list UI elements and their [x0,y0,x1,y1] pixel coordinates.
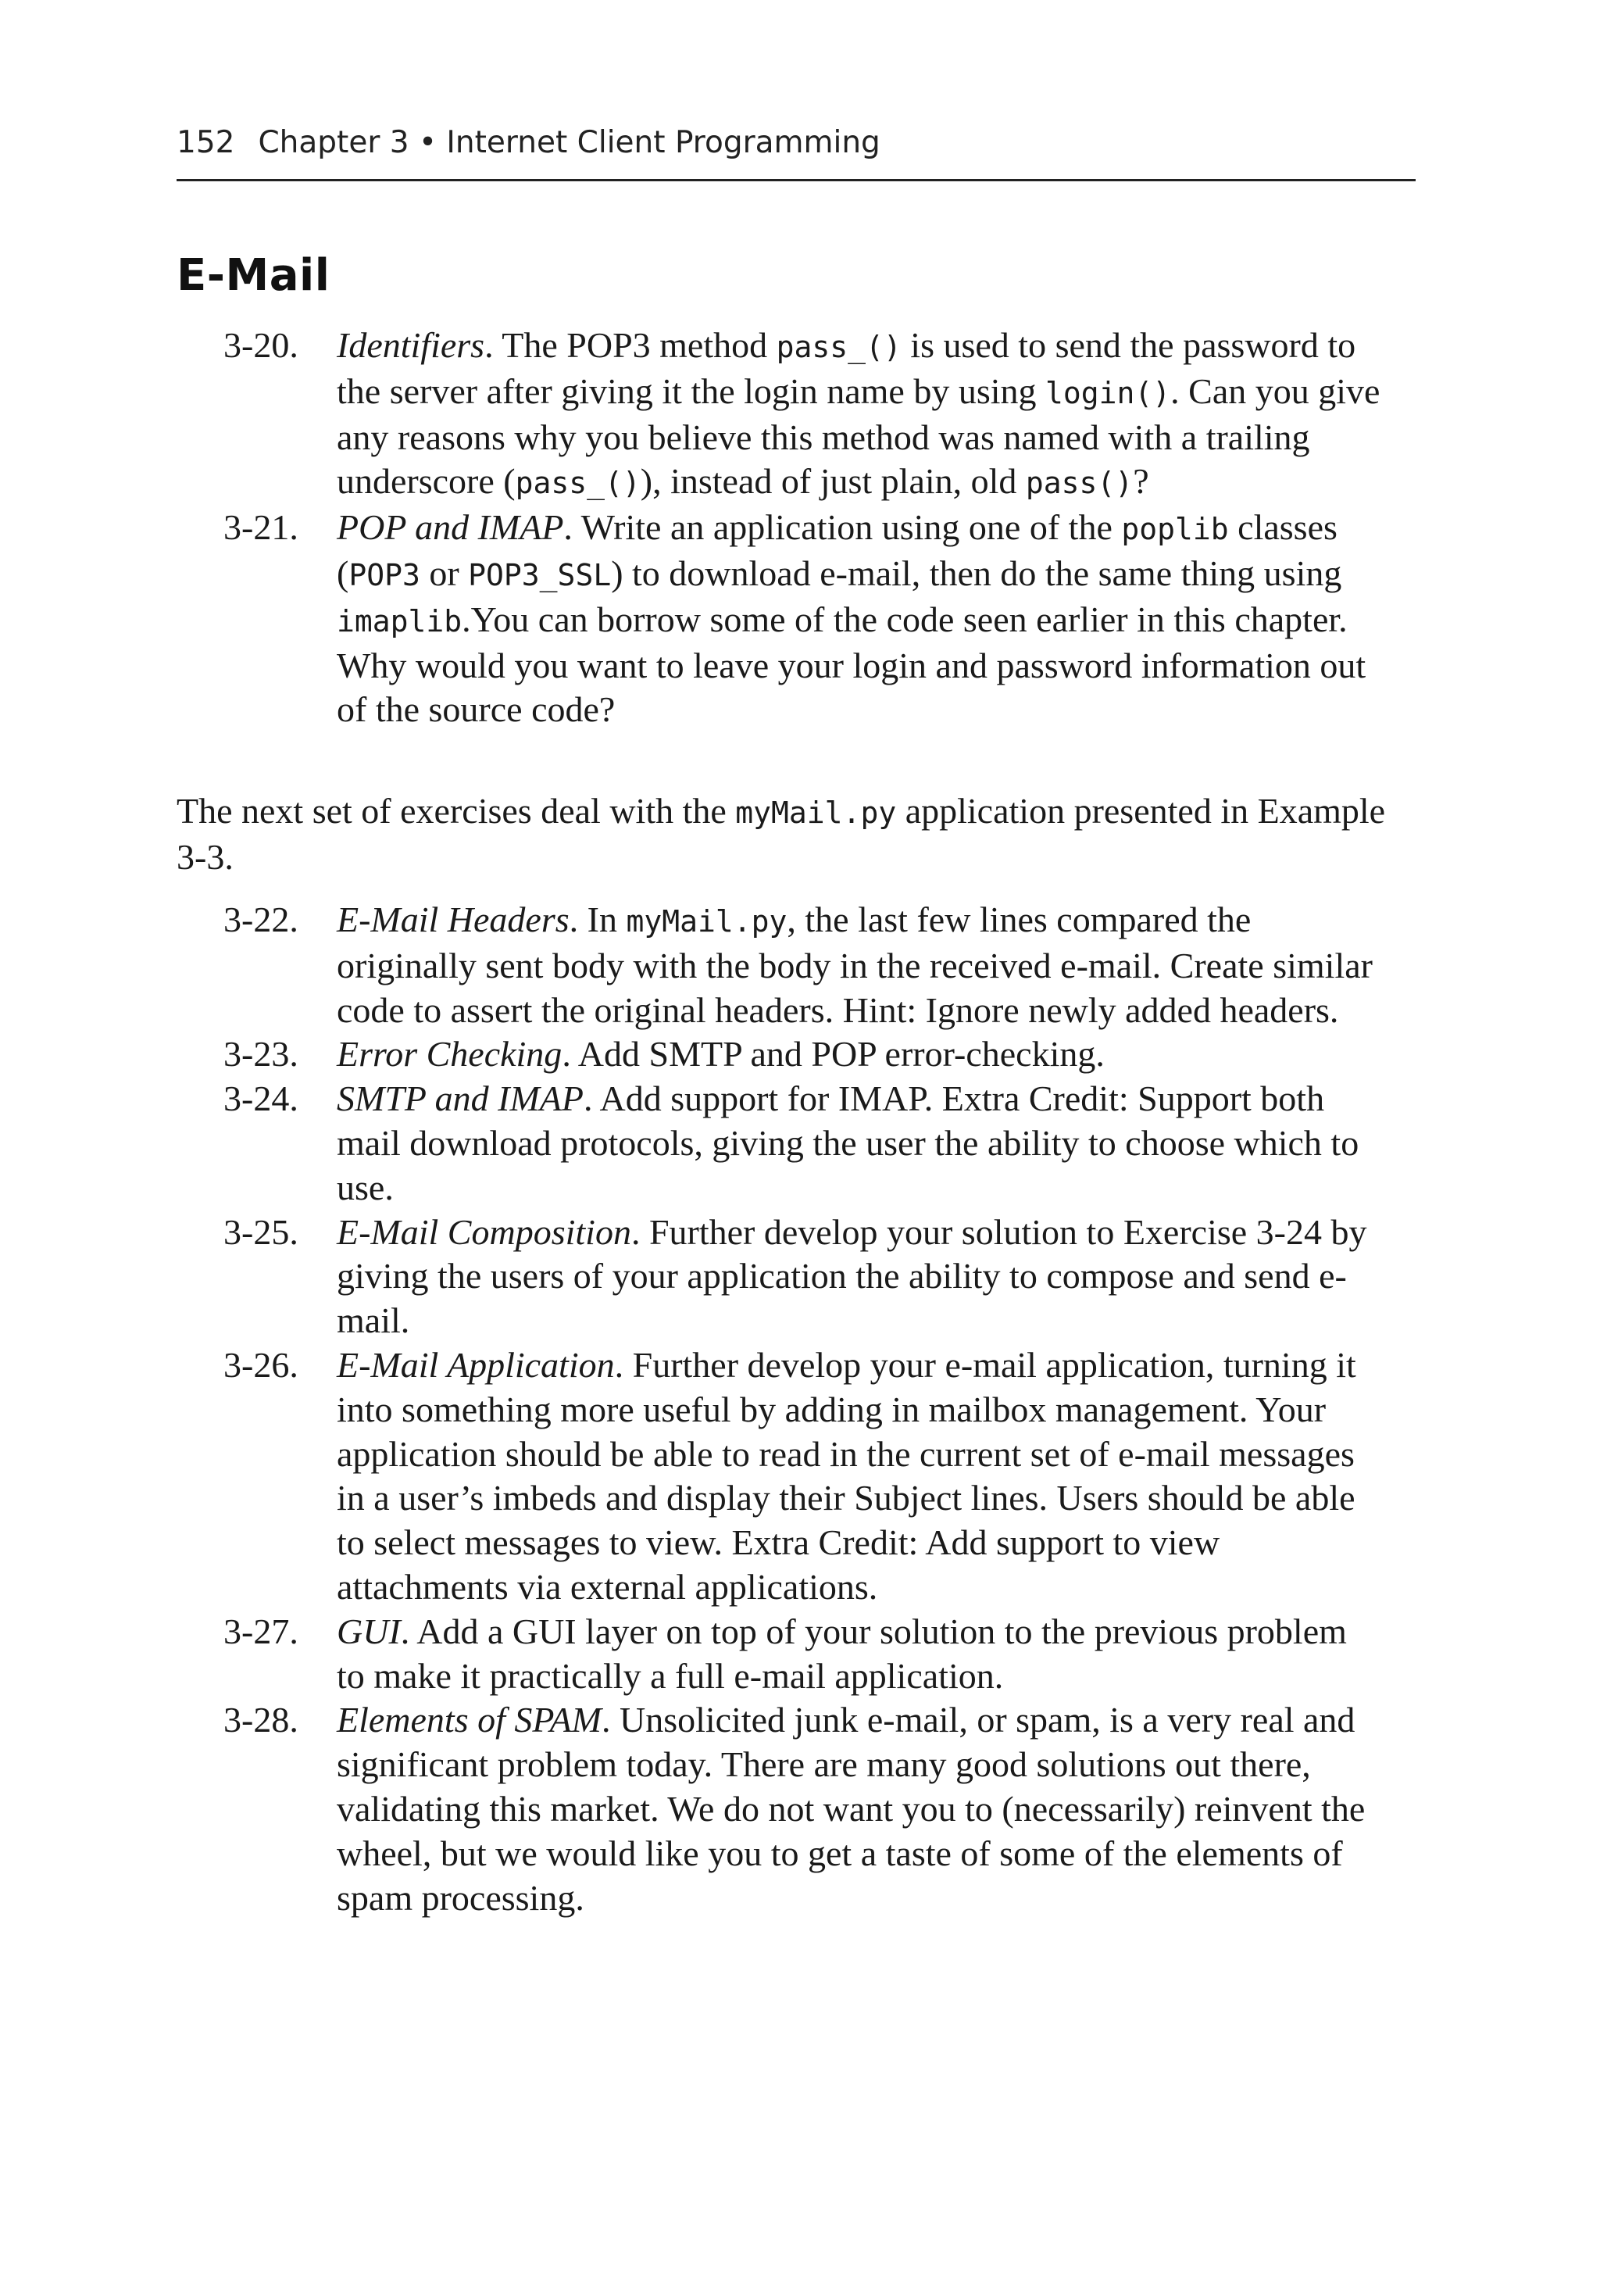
inline-code: POP3 [348,557,420,592]
body-text: .You can borrow some of the code seen earlier in this chapter. Why would you want to leave your login and password information out of the source code? [337,599,1366,730]
exercise-number [177,1032,337,1077]
inline-code: pass_() [776,330,902,364]
exercise-item [177,1211,1427,1343]
running-title: Chapter 3 • Internet Client Programming [258,125,880,160]
exercise-text [337,1032,1384,1077]
exercise-number [177,324,337,368]
exercise-item [177,1698,1427,1920]
exercise-text [337,324,1384,506]
body-text: . Further develop your solution to Exercise 3-24 by giving the users of your application the ability to compose and send e-mail. [337,1211,1367,1341]
body-text: ) to download e-mail, then do the same thing using [611,553,1342,593]
body-text: . Write an application using one of the [563,507,1122,548]
body-text: or [420,553,469,593]
inline-code: poplib [1121,512,1229,547]
body-text: The next set of exercises deal with the [177,791,736,831]
running-header [177,123,1416,163]
body-text: is used to send the password to the server after giving it the login name by using [337,325,1356,411]
exercise-text [337,1077,1384,1210]
exercise-item [177,1343,1427,1610]
body-text: application presented in Example 3-3. [177,791,1386,877]
inline-code: imaplib [337,603,462,638]
body-text: . Unsolicited junk e-mail, or spam, is a very real and significant problem today. There are many good solutions out there, validating this market. We do not want you to (necessarily) reinvent the wheel, but we would like you to get a taste of some of the elements of spam processing. [337,1700,1366,1918]
body-text: . Can you give any reasons why you believe this method was named with a trailing underscore ( [337,370,1380,502]
exercise-text [337,506,1384,732]
exercise-item [177,1032,1427,1077]
intro-paragraph [177,789,1395,880]
exercise-term: E-Mail Application [337,1344,615,1385]
exercise-number [177,1610,337,1654]
exercise-number [177,1698,337,1743]
inline-code: pass_() [515,466,641,501]
exercise-number [177,1343,337,1388]
exercise-text [337,898,1384,1032]
exercise-term: Elements of SPAM [337,1700,602,1740]
body-text: . In [569,899,627,939]
exercise-item [177,898,1427,1032]
page-number: 152 [177,125,235,160]
exercise-text [337,1610,1384,1699]
exercise-term: Identifiers [337,325,485,365]
exercise-number-text: 3-24. [223,1078,298,1119]
exercise-item [177,324,1427,506]
exercise-number-text: 3-25. [223,1211,298,1252]
exercise-number-text: 3-22. [223,899,298,939]
body-text: . Add a GUI layer on top of your solution to the previous problem to make it practically a full e-mail application. [337,1611,1347,1696]
exercise-item [177,1077,1427,1210]
exercise-number [177,506,337,550]
header-rule [177,179,1416,181]
inline-code: pass() [1025,466,1134,501]
exercise-term: SMTP and IMAP [337,1078,584,1119]
exercise-term: E-Mail Headers [337,899,570,939]
exercise-list-b [177,898,1427,1920]
exercise-number [177,1211,337,1255]
exercise-term: GUI [337,1611,401,1651]
exercise-list-a [177,324,1427,732]
body-text: . Add support for IMAP. Extra Credit: Support both mail download protocols, giving the user the ability to choose which to use. [337,1078,1359,1207]
inline-code: login() [1045,375,1171,410]
inline-code: myMail.py [626,904,788,939]
exercise-number [177,1077,337,1121]
exercise-number-text: 3-26. [223,1344,298,1385]
inline-code: POP3_SSL [468,557,612,592]
body-text: ), instead of just plain, old [640,461,1026,502]
body-text: . Further develop your e-mail application, turning it into something more useful by adding in mailbox management. Your application should be able to read in the current set of e-mail messages in a user’s imbeds and display their Subject lines. Users should be able to select messages to view. Extra Credit: Add support to view attachments via external applications. [337,1344,1356,1607]
exercise-text [337,1211,1384,1343]
exercise-number-text: 3-28. [223,1700,298,1740]
exercise-term: E-Mail Composition [337,1211,631,1252]
body-text: . The POP3 method [484,325,777,365]
exercise-item [177,506,1427,732]
exercise-number-text: 3-27. [223,1611,298,1651]
exercise-item [177,1610,1427,1699]
body-text: , the last few lines compared the originally sent body with the body in the received e-mail. Create similar code to assert the original headers. Hint: Ignore newly added headers. [337,899,1373,1030]
exercise-number-text: 3-21. [223,507,298,548]
exercise-number [177,898,337,942]
exercise-text [337,1698,1384,1920]
exercise-term: Error Checking [337,1034,562,1075]
body-text: ? [1133,461,1149,502]
exercise-number-text: 3-23. [223,1034,298,1075]
section-title: E-Mail [177,250,330,301]
body-text: . Add SMTP and POP error-checking. [562,1034,1105,1075]
exercise-term: POP and IMAP [337,507,564,548]
exercise-number-text: 3-20. [223,325,298,365]
exercise-text [337,1343,1384,1610]
inline-code: myMail.py [735,796,897,830]
body-text: classes ( [337,507,1338,593]
